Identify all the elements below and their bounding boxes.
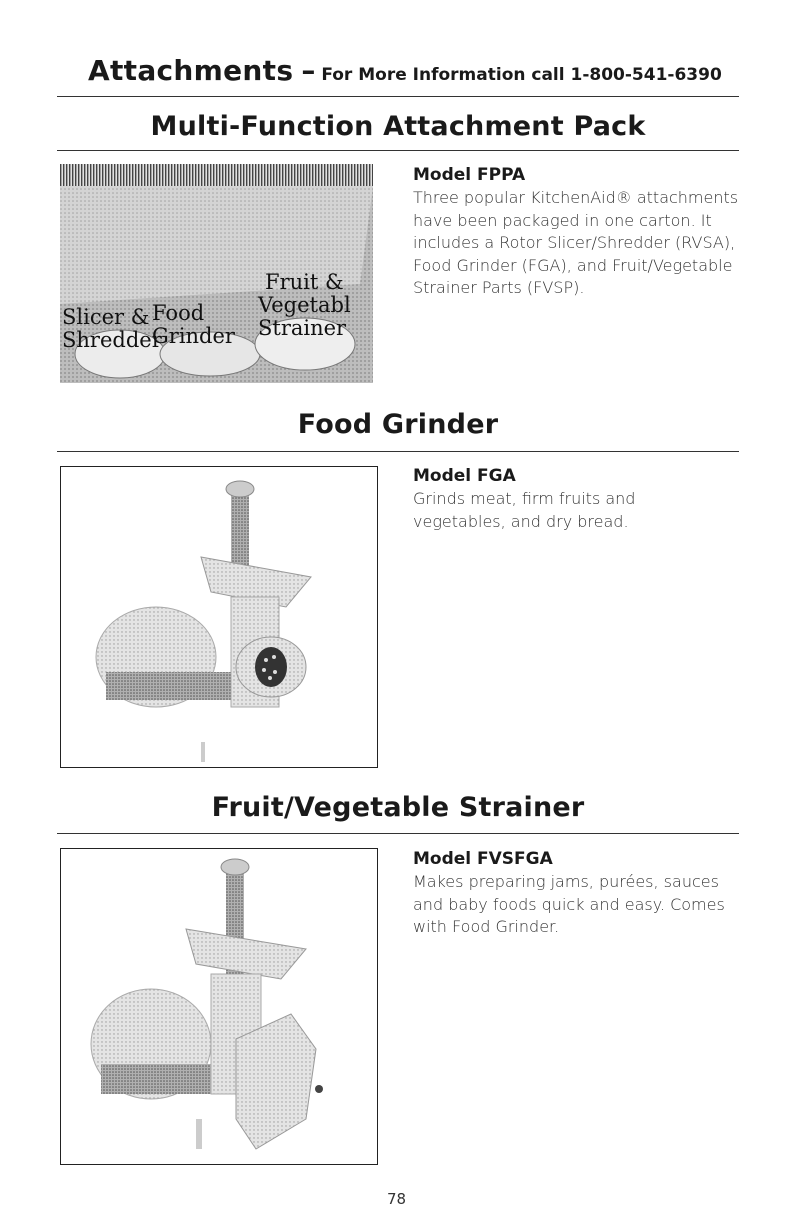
section-rule-strainer (57, 833, 739, 834)
model-fvsfga: Model FVSFGA (413, 849, 553, 869)
box-label-strainer: Strainer (258, 316, 347, 340)
info-phone-line: For More Information call 1-800-541-6390 (321, 65, 722, 85)
page-title: Attachments (88, 54, 294, 87)
section-title-attachment-pack: Multi-Function Attachment Pack (150, 111, 646, 142)
page-header (88, 54, 748, 87)
box-label-food: Food (152, 301, 205, 325)
food-grinder-photo (60, 466, 378, 768)
title-dash: – (301, 54, 316, 87)
model-fga: Model FGA (413, 466, 516, 486)
food-grinder-text: Grinds meat, firm fruits and vegetables, and dry bread. (413, 489, 636, 531)
section-title-food-grinder: Food Grinder (297, 409, 499, 440)
section-title-strainer: Fruit/Vegetable Strainer (211, 792, 585, 823)
strainer-text: Makes preparing jams, purées, sauces and baby foods quick and easy. Comes with Food Grinder. (413, 872, 725, 936)
attachment-pack-text: Three popular KitchenAid® attachments have been packaged in one carton. It includes a Rotor Slicer/Shredder (RVSA), Food Grinder (FGA), and Fruit/Vegetable Strainer Parts (FVSP). (413, 188, 739, 297)
attachment-pack-photo (60, 164, 373, 383)
box-label-shredder: Shredder (62, 328, 162, 352)
box-label-slicer: Slicer & (62, 305, 150, 329)
header-rule (57, 96, 739, 97)
box-label-fruit: Fruit & (265, 270, 344, 294)
box-label-grinder: Grinder (152, 324, 235, 348)
strainer-photo (60, 848, 378, 1165)
model-fppa: Model FPPA (413, 165, 526, 185)
attachment-pack-description (413, 165, 753, 300)
box-label-vegetable: Vegetabl (258, 293, 351, 317)
food-grinder-description (413, 466, 753, 533)
section-rule-attachment-pack (57, 150, 739, 151)
page-number: 78 (386, 1190, 407, 1208)
strainer-description (413, 849, 753, 939)
section-rule-food-grinder (57, 451, 739, 452)
